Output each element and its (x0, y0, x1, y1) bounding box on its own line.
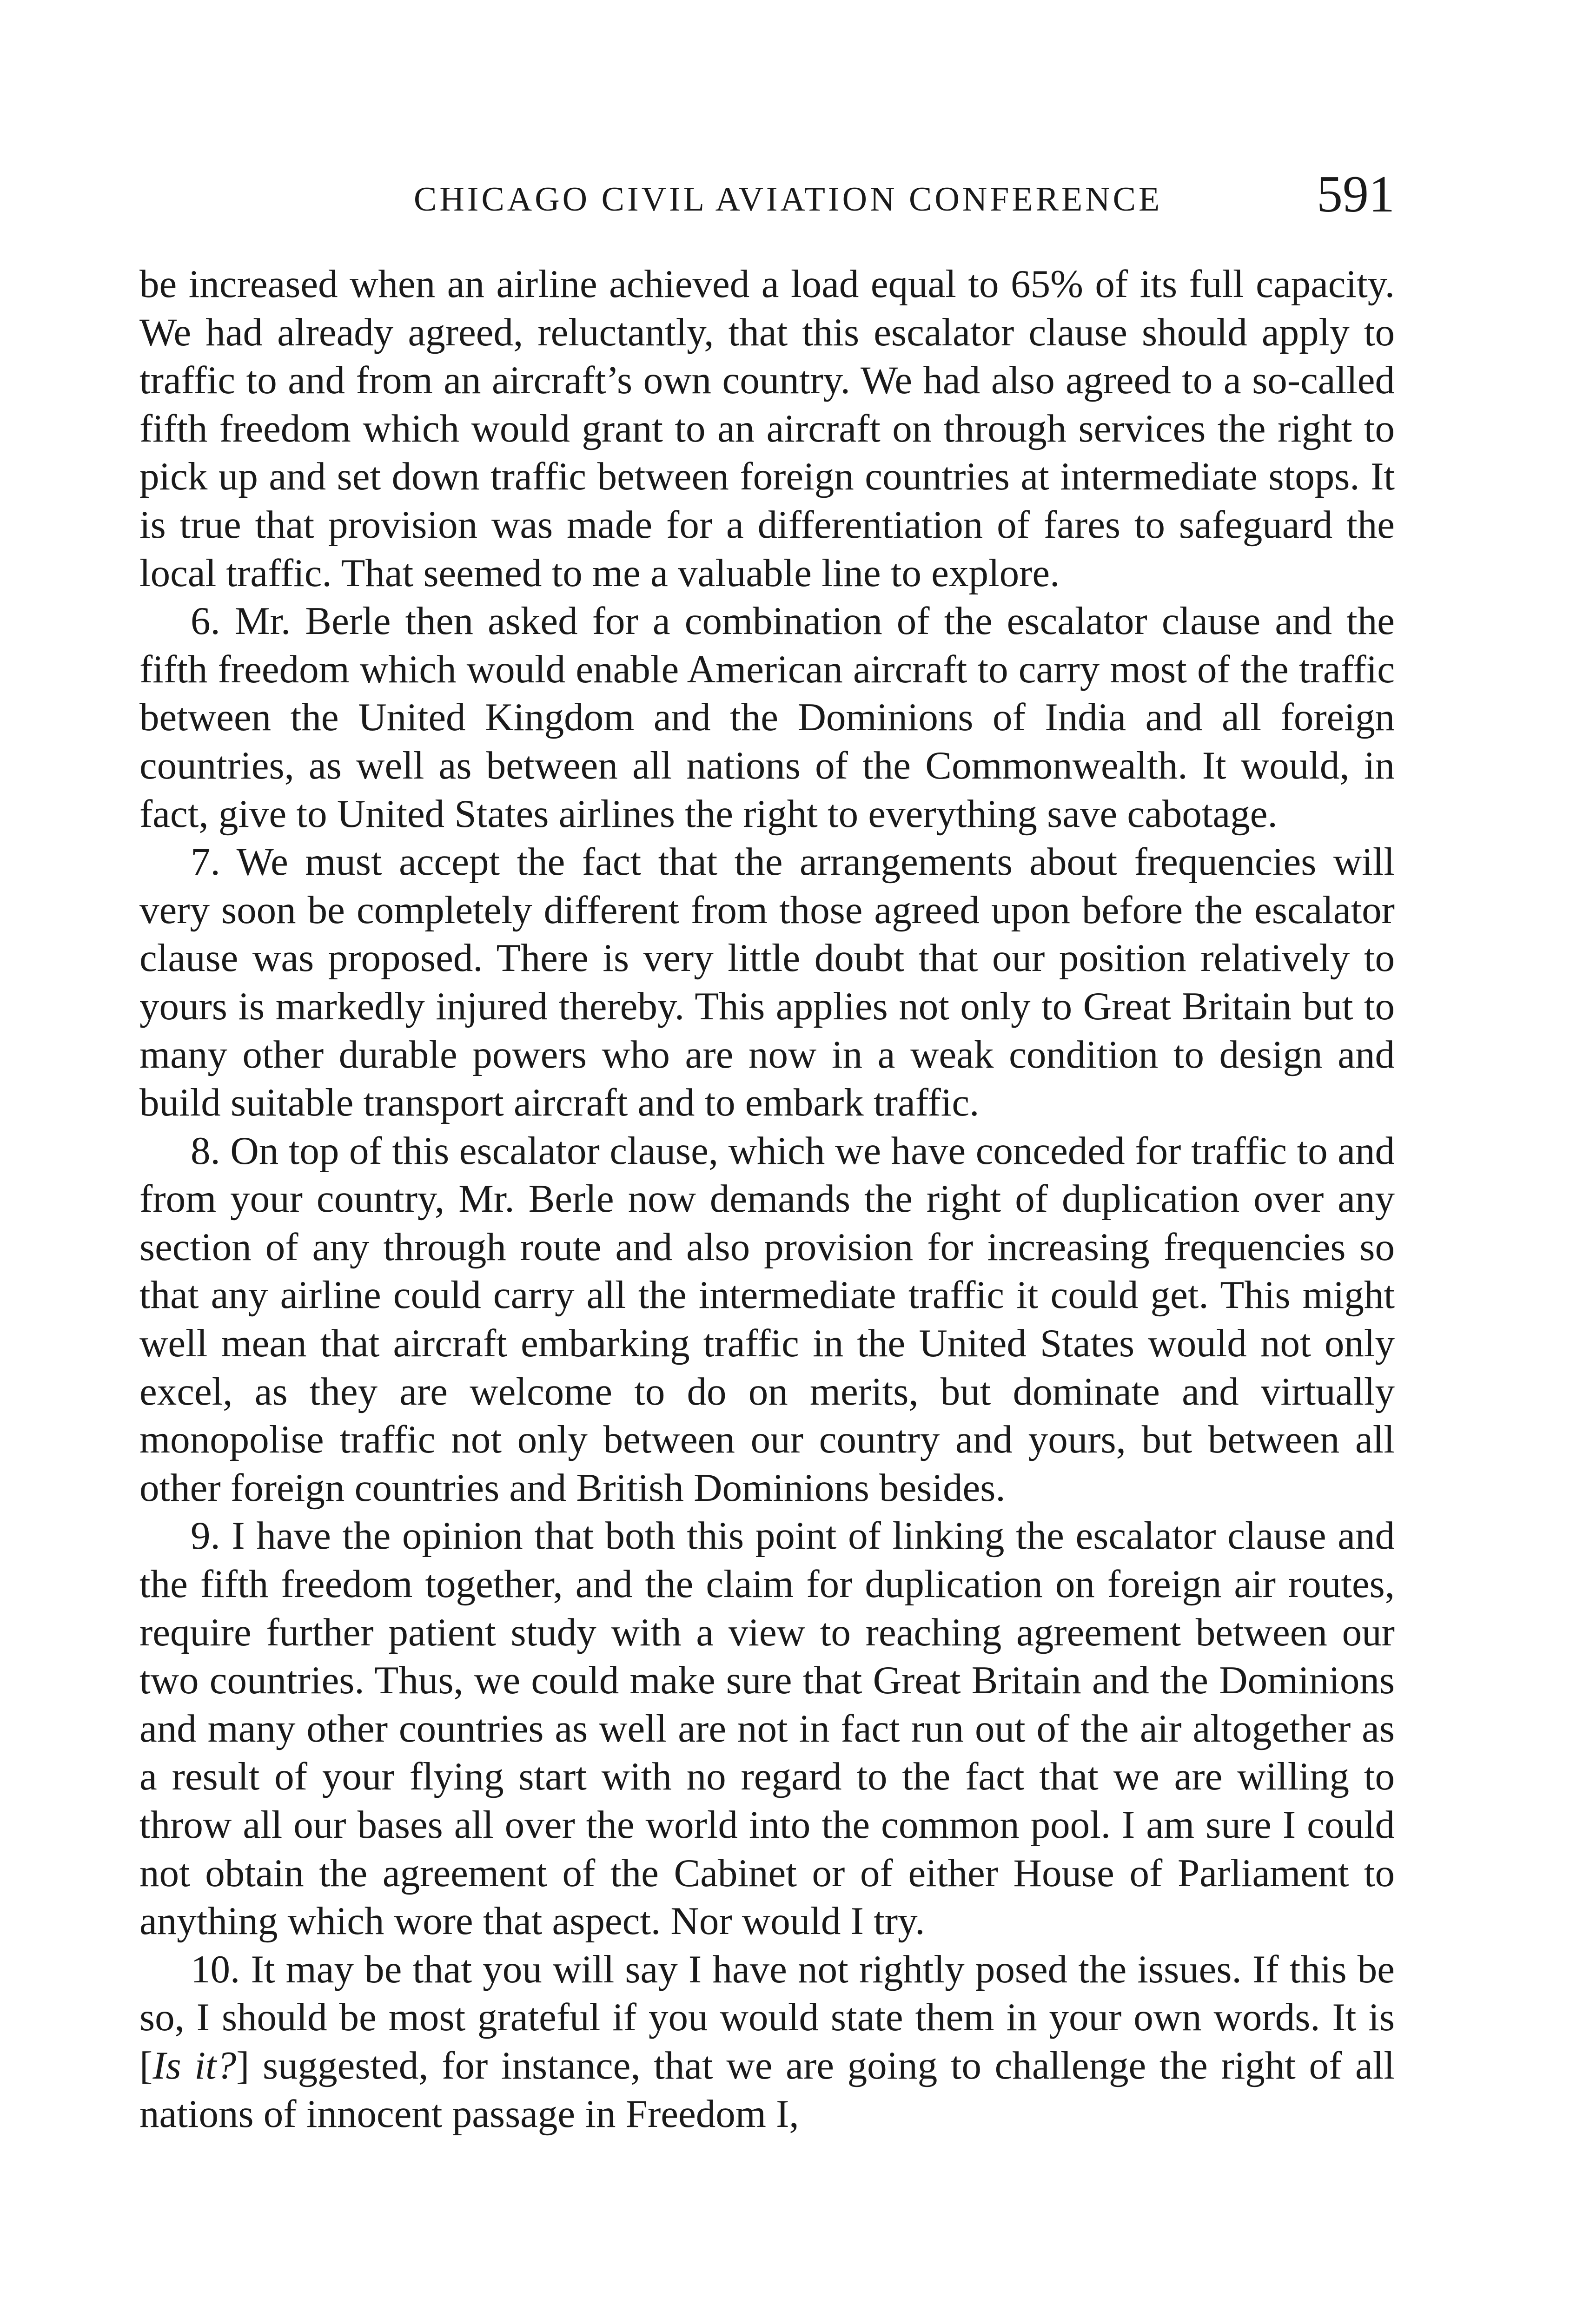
paragraph-10-text-before: 10. It may be that you will say I have not rightly posed the issues. If this be so, I should be most grateful if you would state them in your own words. It is (139, 1947, 1395, 2040)
paragraph-10-text-after: suggested, for instance, that we are going to challenge the right of all nations of innocent passage in Freedom I, (139, 2043, 1395, 2136)
running-title: CHICAGO CIVIL AVIATION CONFERENCE (414, 180, 1163, 218)
paragraph-7: 7. We must accept the fact that the arrangements about frequencies will very soon be completely different from those agreed upon before the escalator clause was proposed. There is very little doubt that our position relatively to yours is markedly injured thereby. This applies not only to Great Britain but to many other durable powers who are now in a weak condition to design and build suitable transport aircraft and to embark traffic. (139, 840, 1395, 1125)
page-header (139, 165, 1395, 243)
paragraph-continuation: be increased when an airline achieved a load equal to 65% of its full capacity. We had already agreed, reluctantly, that this escalator clause should apply to traffic to and from an aircraft’s own country. We had also agreed to a so-called fifth freedom which would grant to an aircraft on through services the right to pick up and set down traffic between foreign countries at intermediate stops. It is true that provision was made for a differentiation of fares to safeguard the local traffic. That seemed to me a valuable line to explore. (139, 262, 1395, 595)
paragraph-6: 6. Mr. Berle then asked for a combination of the escalator clause and the fifth freedom which would enable American aircraft to carry most of the traffic between the United Kingdom and the Dominions of India and all foreign countries, as well as between all nations of the Commonwealth. It would, in fact, give to United States airlines the right to everything save cabotage. (139, 599, 1395, 836)
page-number: 591 (1317, 165, 1395, 223)
bracket-open: [ (139, 2043, 153, 2087)
paragraph-10 (139, 1946, 1395, 2138)
editorial-insertion: Is it? (152, 2043, 237, 2087)
bracket-close: ] (236, 2043, 250, 2087)
body-text (139, 260, 1395, 2138)
paragraph-9: 9. I have the opinion that both this point of linking the escalator clause and the fifth freedom together, and the claim for duplication on foreign air routes, require further patient study with a view to reaching agreement between our two countries. Thus, we could make sure that Great Britain and the Dominions and many other countries as well are not in fact run out of the air altogether as a result of your flying start with no regard to the fact that we are willing to throw all our bases all over the world into the common pool. I am sure I could not obtain the agreement of the Cabinet or of either House of Parliament to anything which wore that aspect. Nor would I try. (139, 1514, 1395, 1943)
paragraph-8: 8. On top of this escalator clause, which we have conceded for traffic to and from your country, Mr. Berle now demands the right of duplication over any section of any through route and also provision for increasing frequencies so that any airline could carry all the intermediate traffic it could get. This might well mean that aircraft embarking traffic in the United States would not only excel, as they are welcome to do on merits, but dominate and virtually monopolise traffic not only between our country and yours, but between all other foreign countries and British Dominions besides. (139, 1129, 1395, 1510)
